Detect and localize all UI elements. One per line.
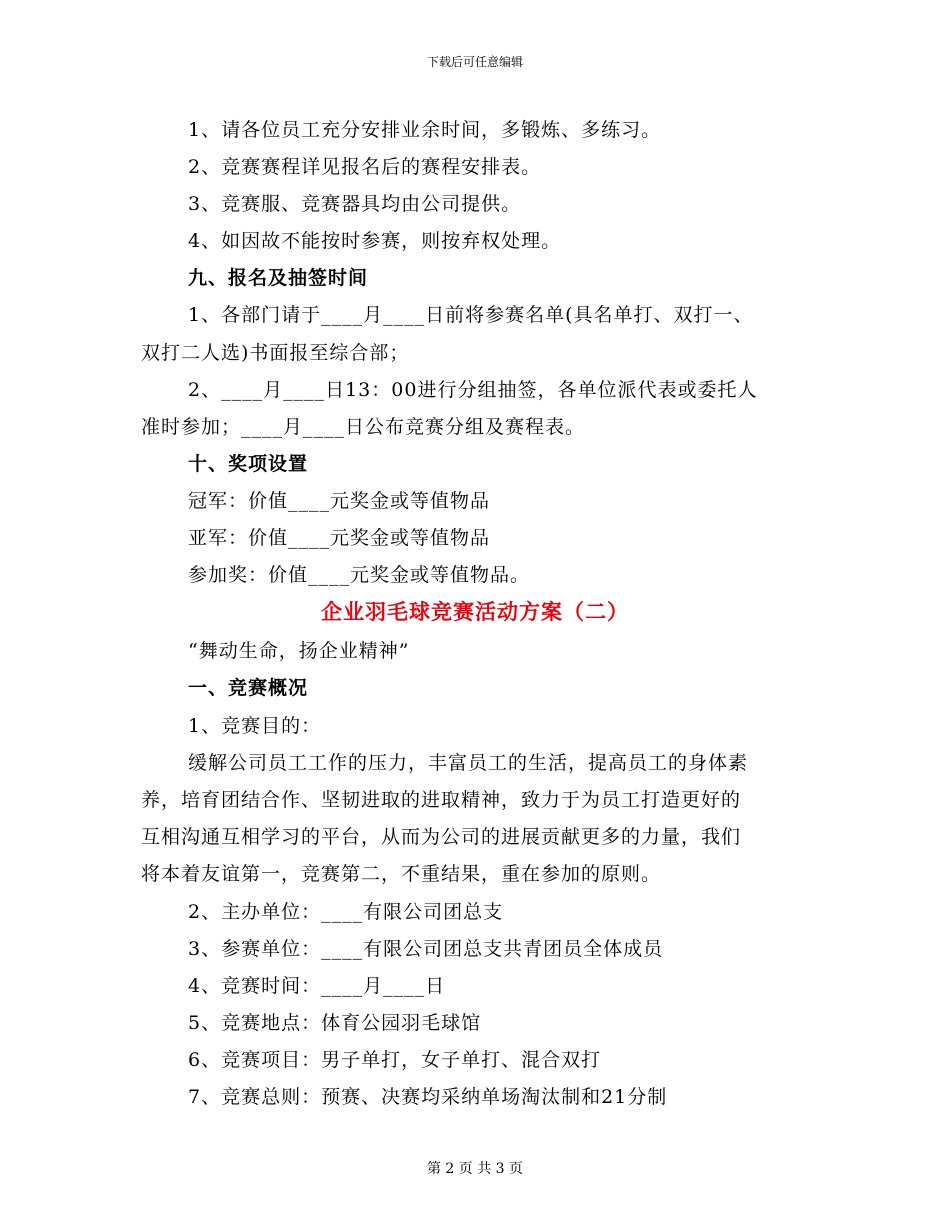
section-heading: 十、奖项设置 — [188, 453, 309, 475]
section-heading: 一、竞赛概况 — [188, 677, 309, 699]
text-line: 亚军：价值____元奖金或等值物品 — [188, 527, 491, 549]
text-line: 1、竞赛目的： — [188, 715, 322, 737]
text-line: 2、____月____日13：00进行分组抽签，各单位派代表或委托人 — [188, 379, 758, 401]
text-line: 2、竞赛赛程详见报名后的赛程安排表。 — [188, 156, 542, 178]
text-line: 3、竞赛服、竞赛器具均由公司提供。 — [188, 193, 522, 215]
section-heading: 九、报名及抽签时间 — [188, 267, 369, 289]
page-header: 下载后可任意编辑 — [426, 55, 523, 69]
text-line: 4、如因故不能按时参赛，则按弃权处理。 — [188, 230, 562, 252]
text-line: 冠军：价值____元奖金或等值物品 — [188, 490, 491, 512]
text-line: 1、各部门请于____月____日前将参赛名单(具名单打、双打一、 — [188, 304, 754, 326]
text-line: 准时参加；____月____日公布竞赛分组及赛程表。 — [141, 416, 586, 438]
text-line: 缓解公司员工工作的压力，丰富员工的生活，提高员工的身体素 — [188, 752, 749, 774]
text-line: 7、竞赛总则：预赛、决赛均采纳单场淘汰制和21分制 — [188, 1086, 668, 1108]
page-footer: 第 2 页 共 3 页 — [426, 1161, 524, 1177]
text-line: 养，培育团结合作、坚韧进取的进取精神，致力于为员工打造更好的 — [141, 789, 742, 811]
text-line: 双打二人选)书面报至综合部； — [141, 342, 410, 364]
text-line: 参加奖：价值____元奖金或等值物品。 — [188, 564, 531, 586]
document-title: 企业羽毛球竞赛活动方案（二） — [321, 599, 629, 624]
text-line: 1、请各位员工充分安排业余时间，多锻炼、多练习。 — [188, 119, 662, 141]
text-line: 将本着友谊第一，竞赛第二，不重结果，重在参加的原则。 — [141, 863, 662, 885]
slogan: “舞动生命，扬企业精神” — [188, 640, 410, 662]
text-line: 2、主办单位：____有限公司团总支 — [188, 901, 504, 923]
text-line: 互相沟通互相学习的平台，从而为公司的进展贡献更多的力量，我们 — [141, 826, 742, 848]
text-line: 4、竞赛时间：____月____日 — [188, 975, 446, 997]
text-line: 3、参赛单位：____有限公司团总支共青团员全体成员 — [188, 938, 664, 960]
text-line: 5、竞赛地点：体育公园羽毛球馆 — [188, 1012, 482, 1034]
text-line: 6、竞赛项目：男子单打，女子单打、混合双打 — [188, 1049, 602, 1071]
